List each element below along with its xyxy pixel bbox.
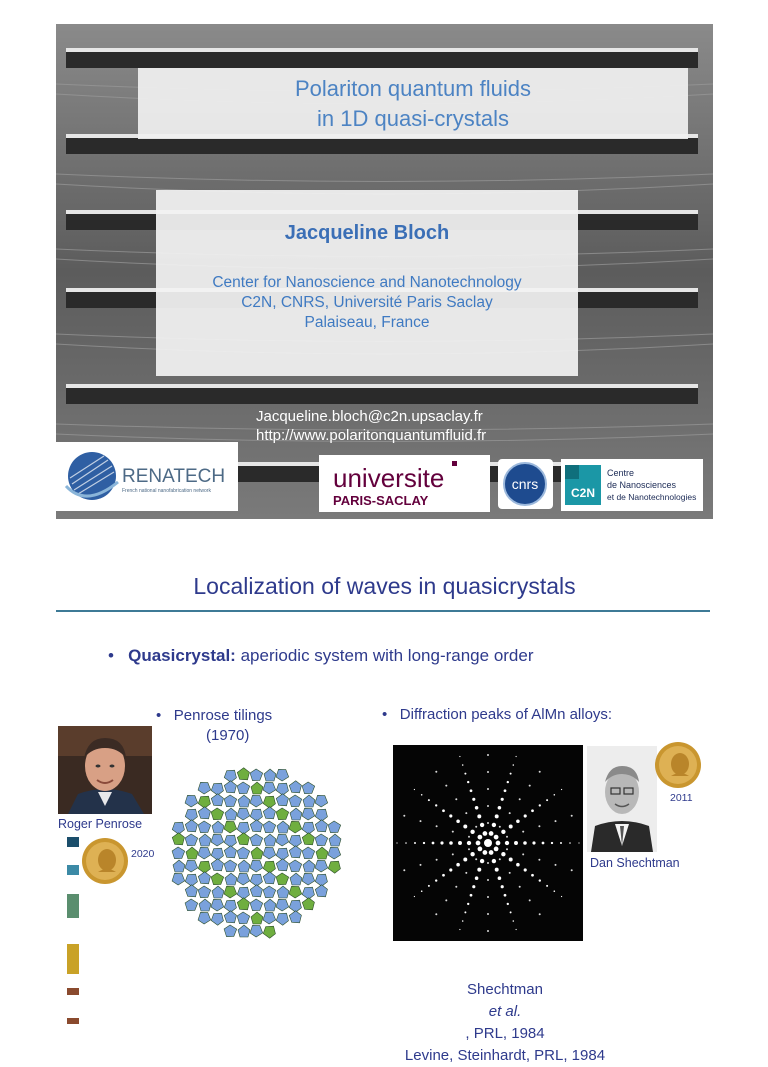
bullet-marker: • [156, 707, 162, 724]
quasicrystal-term: Quasicrystal: [128, 646, 236, 665]
quasicrystal-definition: aperiodic system with long-range order [235, 646, 534, 665]
bullet-marker: • [108, 646, 114, 665]
affiliation [156, 273, 578, 333]
author-name: Jacqueline Bloch [284, 222, 450, 244]
title-slide [56, 24, 713, 519]
c2n-line-3: et de Nanotechnologies [607, 492, 697, 502]
renatech-logo [56, 442, 238, 511]
reference-2: Levine, Steinhardt, PRL, 1984 [404, 1047, 606, 1064]
nobel-medal-icon [80, 836, 130, 886]
ups-wordmark: universite [333, 463, 445, 493]
universite-paris-saclay-logo [319, 455, 490, 512]
contact-info [256, 407, 486, 445]
slide2-title: Localization of waves in quasicrystals [193, 573, 576, 599]
nobel-year-penrose: 2020 [131, 848, 155, 860]
decor-square [67, 988, 79, 995]
cnrs-wordmark: cnrs [511, 476, 539, 492]
dan-shechtman-photo [587, 746, 657, 852]
penrose-year: (1970) [206, 727, 250, 744]
renatech-wordmark: RENATECH [122, 466, 226, 487]
references [380, 979, 630, 1067]
penrose-tiling-image [162, 758, 348, 944]
decor-square [67, 837, 79, 847]
reference-1: Shechtman et al. , PRL, 1984 [465, 981, 545, 1042]
title-line-2: in 1D quasi-crystals [317, 106, 509, 131]
nobel-medal-icon [653, 740, 703, 790]
c2n-line-2: de Nanosciences [607, 480, 677, 490]
affiliation-line-1: Center for Nanoscience and Nanotechnology [212, 274, 522, 291]
website-link[interactable]: http://www.polaritonquantumfluid.fr [256, 427, 487, 444]
title-line-1: Polariton quantum fluids [294, 76, 532, 101]
bullet-marker: • [382, 706, 388, 723]
diffraction-pattern-image [393, 745, 583, 941]
c2n-logo [561, 459, 703, 511]
affiliation-line-3: Palaiseau, France [304, 314, 430, 331]
decor-square [67, 944, 79, 974]
ups-subtitle: PARIS-SACLAY [333, 493, 429, 508]
c2n-line-1: Centre [607, 468, 635, 478]
shechtman-caption: Dan Shechtman [590, 856, 680, 870]
title-divider [56, 610, 710, 612]
bullet-diffraction [382, 706, 612, 723]
nobel-year-shechtman: 2011 [670, 792, 693, 804]
cnrs-logo [498, 459, 553, 509]
slide-title [138, 74, 688, 134]
penrose-label: Penrose tilings [173, 707, 273, 724]
decor-square [67, 1018, 79, 1024]
bullet-quasicrystal [108, 646, 534, 666]
penrose-caption: Roger Penrose [58, 817, 143, 831]
affiliation-line-2: C2N, CNRS, Université Paris Saclay [241, 294, 493, 311]
decor-square [67, 894, 79, 918]
diffraction-label: Diffraction peaks of AlMn alloys: [399, 706, 613, 723]
email-link[interactable]: Jacqueline.bloch@c2n.upsaclay.fr [256, 408, 483, 425]
roger-penrose-photo [58, 726, 152, 814]
renatech-subtitle: French national nanofabrication network [122, 488, 211, 494]
bullet-penrose-tilings [156, 706, 306, 746]
decor-square [67, 865, 79, 875]
c2n-mark: C2N [570, 486, 596, 500]
